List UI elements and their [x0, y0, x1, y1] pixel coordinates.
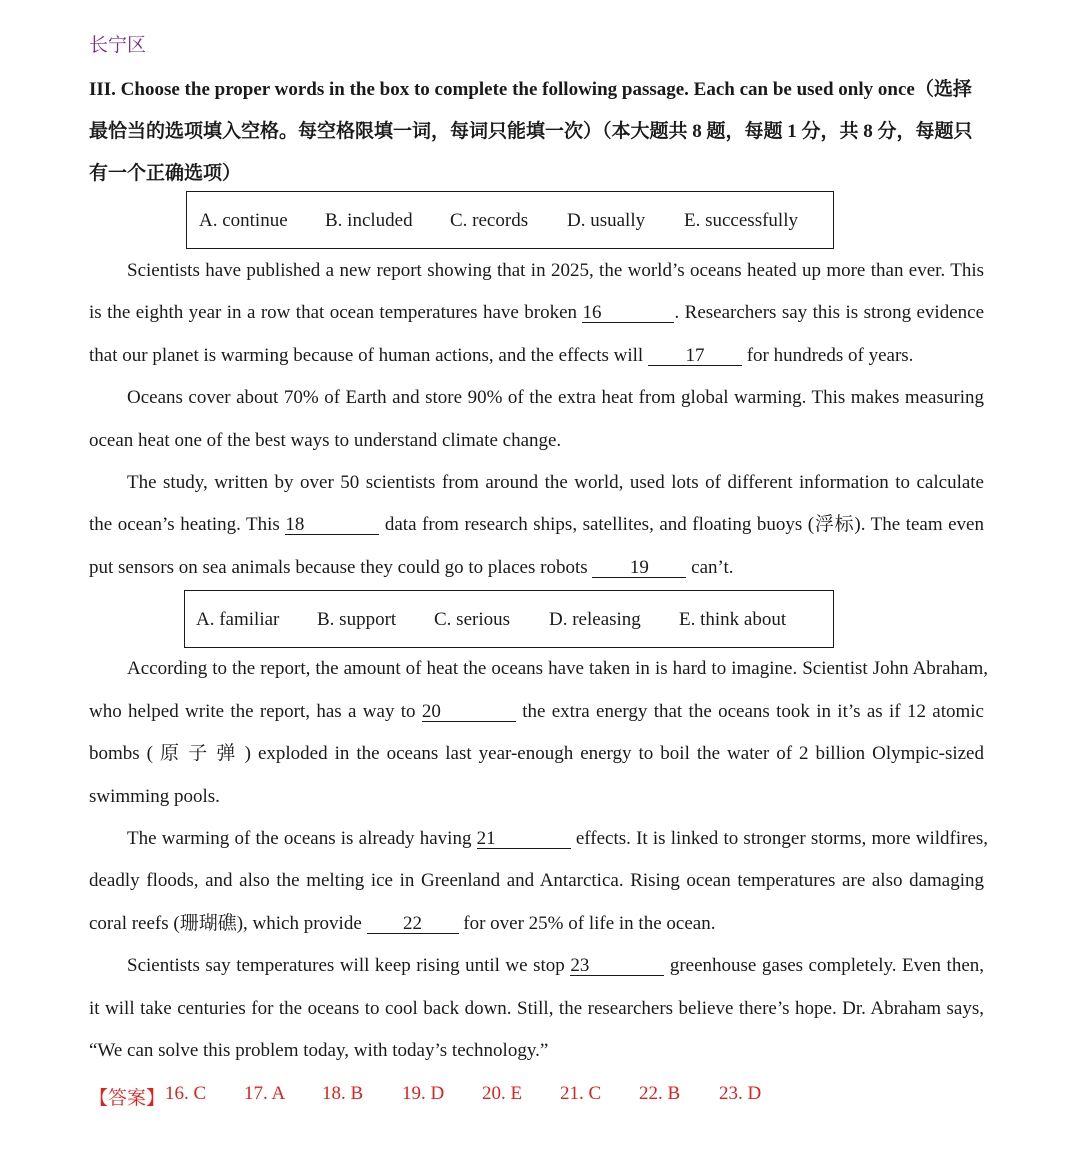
answer-item: 20. E: [482, 1083, 523, 1104]
passage-text: the extra energy that the oceans took in it’s as if 12 atomic: [522, 701, 984, 722]
passage-line: it will take centuries for the oceans to cool back down. Still, the researchers believe there’s hope. Dr. Abraham says,: [89, 998, 984, 1019]
passage-line: “We can solve this problem today, with today’s technology.”: [89, 1040, 549, 1061]
box2-option-e: E. think about: [679, 609, 787, 630]
passage-line: [89, 515, 984, 535]
instruction-line-3: 有一个正确选项）: [89, 163, 242, 184]
passage-text: effects. It is linked to stronger storms, more wildfires,: [575, 828, 989, 849]
passage-text: for hundreds of years.: [746, 345, 914, 366]
blank-22: 22: [367, 915, 459, 934]
passage-line: [89, 914, 984, 934]
blank-23: 23: [570, 957, 664, 976]
passage-text: The warming of the oceans is already having: [127, 828, 472, 849]
blank-20: 20: [422, 703, 516, 722]
answer-item: 17. A: [244, 1083, 286, 1104]
passage-text: put sensors on sea animals because they could go to places robots: [89, 557, 588, 578]
answer-item: 22. B: [639, 1083, 681, 1104]
word-box-1: [186, 191, 834, 249]
passage-text: who helped write the report, has a way to: [89, 701, 416, 722]
passage-line: [89, 303, 984, 323]
answer-item: 16. C: [165, 1083, 207, 1104]
box1-option-e: E. successfully: [684, 210, 798, 231]
answer-label: 【答案】: [89, 1088, 166, 1109]
blank-21: 21: [477, 830, 571, 849]
passage-line: Oceans cover about 70% of Earth and store 90% of the extra heat from global warming. This makes measuring: [127, 387, 984, 408]
passage-line: swimming pools.: [89, 786, 220, 807]
passage-text: data from research ships, satellites, and floating buoys (浮标). The team even: [384, 514, 984, 535]
passage-text: for over 25% of life in the ocean.: [463, 913, 716, 934]
answer-item: 19. D: [402, 1083, 445, 1104]
box1-option-c: C. records: [450, 210, 529, 231]
answer-item: 23. D: [719, 1083, 762, 1104]
instruction-line-1: III. Choose the proper words in the box to complete the following passage. Each can be used only once（选择: [89, 79, 972, 100]
passage-line: [127, 956, 984, 976]
passage-text: coral reefs (珊瑚礁), which provide: [89, 913, 362, 934]
instruction-line-2: 最恰当的选项填入空格。每空格限填一词，每词只能填一次）（本大题共 8 题，每题 1 分，共 8 分，每题只: [89, 121, 973, 142]
passage-line: [89, 702, 984, 722]
box2-option-c: C. serious: [434, 609, 510, 630]
passage-line: bombs ( 原 子 弹 ) exploded in the oceans last year-enough energy to boil the water of 2 billion Olympic-sized: [89, 743, 984, 764]
passage-line: The study, written by over 50 scientists from around the world, used lots of different information to calculate: [127, 472, 984, 493]
box2-option-b: B. support: [317, 609, 397, 630]
district-label: 长宁区: [89, 35, 147, 56]
passage-text: can’t.: [691, 557, 734, 578]
passage-text: that our planet is warming because of human actions, and the effects will: [89, 345, 644, 366]
blank-17: 17: [648, 347, 742, 366]
passage-text: . Researchers say this is strong evidence: [674, 302, 985, 323]
passage-line: [89, 346, 984, 366]
box2-option-a: A. familiar: [196, 609, 280, 630]
passage-text: the ocean’s heating. This: [89, 514, 280, 535]
passage-text: greenhouse gases completely. Even then,: [669, 955, 985, 976]
answer-item: 21. C: [560, 1083, 602, 1104]
blank-19: 19: [592, 559, 686, 578]
passage-line: [127, 829, 988, 849]
passage-line: Scientists have published a new report showing that in 2025, the world’s oceans heated up more than ever. This: [127, 260, 984, 281]
blank-18: 18: [285, 516, 379, 535]
passage-line: deadly floods, and also the melting ice in Greenland and Antarctica. Rising ocean temperatures are also damaging: [89, 870, 984, 891]
box1-option-d: D. usually: [567, 210, 646, 231]
passage-line: According to the report, the amount of heat the oceans have taken in is hard to imagine. Scientist John Abraham,: [127, 658, 988, 679]
passage-line: ocean heat one of the best ways to understand climate change.: [89, 430, 562, 451]
passage-text: Scientists say temperatures will keep rising until we stop: [127, 955, 565, 976]
answer-item: 18. B: [322, 1083, 364, 1104]
word-box-2: [184, 590, 834, 648]
box1-option-a: A. continue: [199, 210, 288, 231]
box2-option-d: D. releasing: [549, 609, 641, 630]
passage-text: is the eighth year in a row that ocean temperatures have broken: [89, 302, 578, 323]
box1-option-b: B. included: [325, 210, 413, 231]
passage-line: [89, 558, 984, 578]
blank-16: 16: [582, 304, 674, 323]
